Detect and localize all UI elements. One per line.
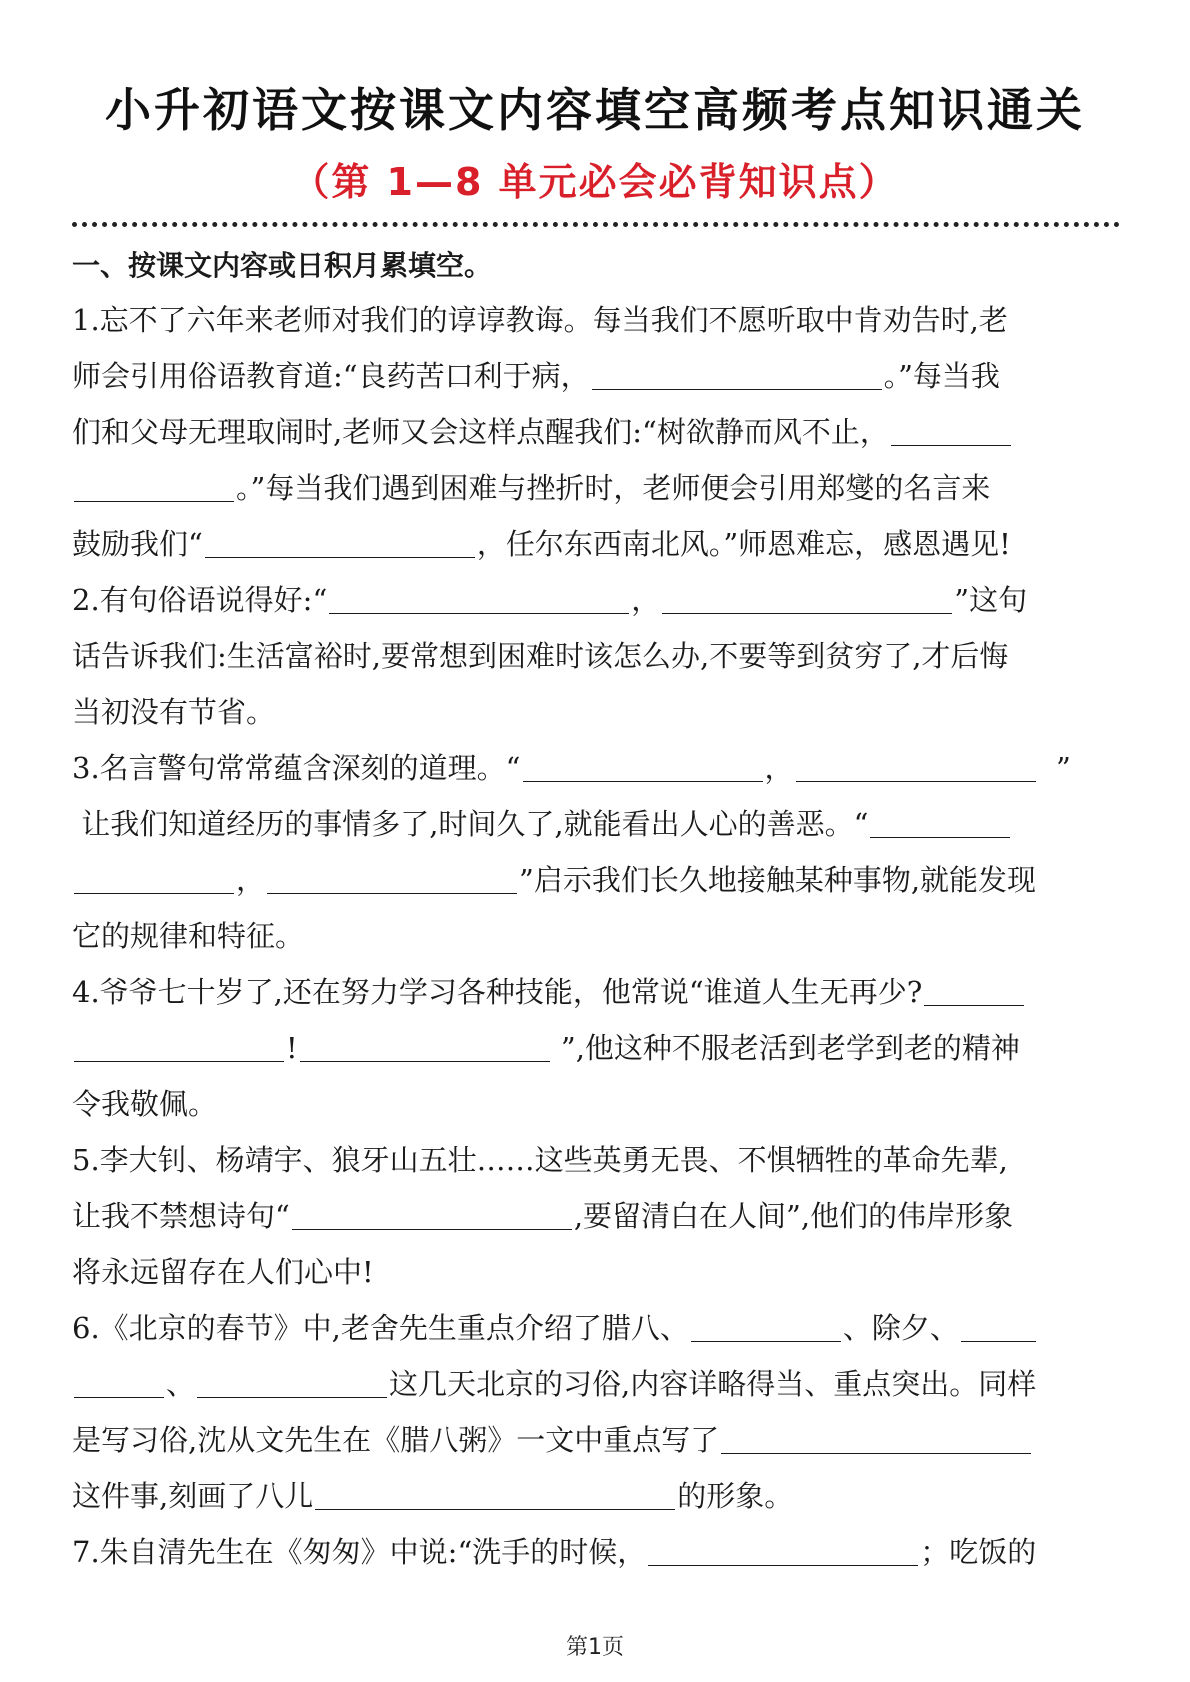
answer-blank[interactable] bbox=[924, 975, 1024, 1006]
line-text: 当初没有节省。 bbox=[72, 695, 276, 729]
line-text: ! bbox=[286, 1031, 298, 1065]
line-text: 将永远留存在人们心中! bbox=[72, 1255, 374, 1289]
line-text: 让我们知道经历的事情多了,时间久了,就能看出人心的善恶。“ bbox=[72, 807, 869, 841]
line-text: ， bbox=[631, 583, 661, 617]
answer-blank[interactable] bbox=[315, 1479, 675, 1510]
exercise-line bbox=[72, 852, 1120, 908]
line-text: 这几天北京的习俗,内容详略得当、重点突出。同样 bbox=[389, 1367, 1037, 1401]
line-text: 师会引用俗语教育道:“良药苦口利于病， bbox=[72, 359, 590, 393]
line-text: 、 bbox=[166, 1367, 196, 1401]
answer-blank[interactable] bbox=[205, 527, 475, 558]
answer-blank[interactable] bbox=[329, 583, 629, 614]
line-text: 5.李大钊、杨靖宇、狼牙山五壮……这些英勇无畏、不惧牺牲的革命先辈, bbox=[72, 1143, 1008, 1177]
line-text: 。”每当我们遇到困难与挫折时，老师便会引用郑燮的名言来 bbox=[236, 471, 991, 505]
exercise-line bbox=[72, 1020, 1120, 1076]
line-text: 。”每当我 bbox=[883, 359, 1000, 393]
line-text: 话告诉我们:生活富裕时,要常想到困难时该怎么办,不要等到贫穷了,才后悔 bbox=[72, 639, 1009, 673]
line-text: 4.爷爷七十岁了,还在努力学习各种技能，他常说“谁道人生无再少? bbox=[72, 975, 923, 1009]
answer-blank[interactable] bbox=[74, 471, 234, 502]
exercise-line bbox=[72, 292, 1120, 348]
exercise-line bbox=[72, 460, 1120, 516]
answer-blank[interactable] bbox=[267, 863, 517, 894]
line-text: 它的规律和特征。 bbox=[72, 919, 305, 953]
page-number: 第1页 bbox=[566, 1635, 624, 1660]
exercise-body bbox=[72, 246, 1120, 1580]
answer-blank[interactable] bbox=[870, 807, 1010, 838]
line-text: ,要留清白在人间”,他们的伟岸形象 bbox=[573, 1199, 1014, 1233]
answer-blank[interactable] bbox=[523, 751, 763, 782]
exercise-line bbox=[72, 628, 1120, 684]
line-text: 们和父母无理取闹时,老师又会这样点醒我们:“树欲静而风不止， bbox=[72, 415, 889, 449]
document-title: 小升初语文按课文内容填空高频考点知识通关 bbox=[105, 83, 1085, 137]
exercise-line bbox=[72, 516, 1120, 572]
answer-blank[interactable] bbox=[648, 1535, 918, 1566]
exercise-line bbox=[72, 1356, 1120, 1412]
line-text: ；吃饭的 bbox=[920, 1535, 1037, 1569]
answer-blank[interactable] bbox=[74, 863, 234, 894]
line-text: ， bbox=[236, 863, 266, 897]
line-text: ” bbox=[1037, 751, 1071, 785]
exercise-line bbox=[72, 1132, 1120, 1188]
line-text: 的形象。 bbox=[677, 1479, 794, 1513]
exercise-line bbox=[72, 740, 1120, 796]
line-text: ， bbox=[764, 751, 794, 785]
answer-blank[interactable] bbox=[292, 1199, 572, 1230]
answer-blank[interactable] bbox=[961, 1311, 1036, 1342]
exercise-line bbox=[72, 1412, 1120, 1468]
line-text: 2.有句俗语说得好:“ bbox=[72, 583, 328, 617]
dotted-divider bbox=[72, 222, 1120, 227]
line-text: 、除夕、 bbox=[842, 1311, 959, 1345]
answer-blank[interactable] bbox=[592, 359, 882, 390]
section-heading: 一、按课文内容或日积月累填空。 bbox=[72, 249, 493, 282]
document-subtitle: （第 1—8 单元必会必背知识点） bbox=[291, 160, 899, 204]
answer-blank[interactable] bbox=[691, 1311, 841, 1342]
line-text: 让我不禁想诗句“ bbox=[72, 1199, 290, 1233]
answer-blank[interactable] bbox=[74, 1367, 164, 1398]
exercise-line bbox=[72, 1524, 1120, 1580]
line-text: 1.忘不了六年来老师对我们的谆谆教诲。每当我们不愿听取中肯劝告时,老 bbox=[72, 303, 1008, 337]
line-text: ”这句 bbox=[954, 583, 1028, 617]
exercise-line bbox=[72, 1244, 1120, 1300]
line-text: ”,他这种不服老活到老学到老的精神 bbox=[551, 1031, 1020, 1065]
answer-blank[interactable] bbox=[300, 1031, 550, 1062]
answer-blank[interactable] bbox=[721, 1423, 1031, 1454]
line-text: ，任尔东西南北风。”师恩难忘，感恩遇见! bbox=[476, 527, 1011, 561]
line-text: ”启示我们长久地接触某种事物,就能发现 bbox=[519, 863, 1037, 897]
exercise-line bbox=[72, 404, 1120, 460]
exercise-line bbox=[72, 572, 1120, 628]
exercise-line bbox=[72, 908, 1120, 964]
exercise-line bbox=[72, 1188, 1120, 1244]
line-text: 这件事,刻画了八儿 bbox=[72, 1479, 314, 1513]
exercise-line bbox=[72, 684, 1120, 740]
answer-blank[interactable] bbox=[197, 1367, 387, 1398]
answer-blank[interactable] bbox=[891, 415, 1011, 446]
exercise-line bbox=[72, 1300, 1120, 1356]
answer-blank[interactable] bbox=[74, 1031, 284, 1062]
line-text: 是写习俗,沈从文先生在《腊八粥》一文中重点写了 bbox=[72, 1423, 720, 1457]
exercise-lines bbox=[72, 292, 1120, 1580]
answer-blank[interactable] bbox=[662, 583, 952, 614]
exercise-line bbox=[72, 1076, 1120, 1132]
exercise-line bbox=[72, 964, 1120, 1020]
exercise-line bbox=[72, 796, 1120, 852]
line-text: 3.名言警句常常蕴含深刻的道理。“ bbox=[72, 751, 521, 785]
line-text: 7.朱自清先生在《匆匆》中说:“洗手的时候， bbox=[72, 1535, 647, 1569]
exercise-line bbox=[72, 1468, 1120, 1524]
exercise-line bbox=[72, 348, 1120, 404]
line-text: 6.《北京的春节》中,老舍先生重点介绍了腊八、 bbox=[72, 1311, 689, 1345]
line-text: 鼓励我们“ bbox=[72, 527, 203, 561]
line-text: 令我敬佩。 bbox=[72, 1087, 218, 1121]
answer-blank[interactable] bbox=[796, 751, 1036, 782]
